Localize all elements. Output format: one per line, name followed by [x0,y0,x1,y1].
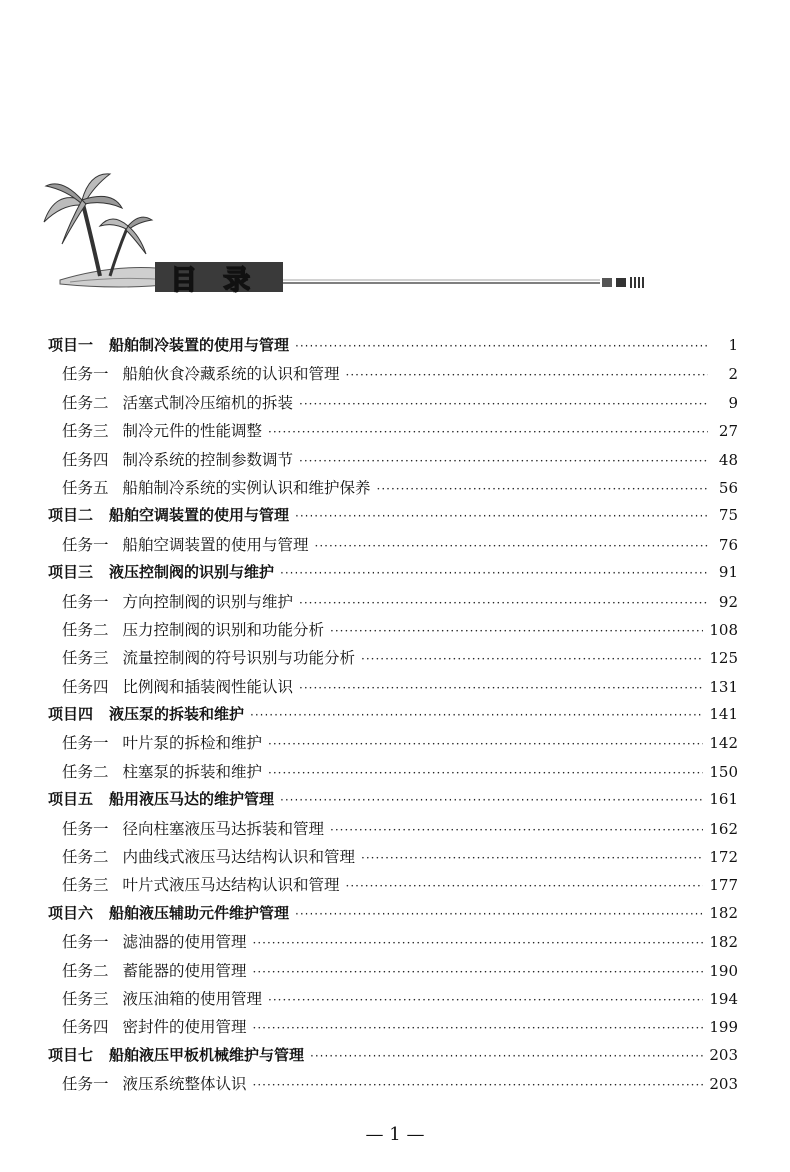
entry-number: 任务四 [62,450,109,469]
entry-title: 叶片泵的拆检和维护 [122,734,263,753]
dot-leader [253,965,704,979]
dot-leader [315,539,708,553]
entry-page-number: 2 [728,365,738,384]
entry-number: 任务二 [62,848,109,867]
toc-task-entry[interactable] [48,987,738,1015]
entry-page-number: 182 [709,903,738,922]
entry-title: 压力控制阀的识别和功能分析 [122,620,325,639]
dot-leader [361,652,703,666]
entry-number: 任务四 [62,677,109,696]
page-title: 目录 [170,265,276,296]
entry-number: 任务一 [62,734,109,753]
toc-task-entry[interactable] [48,731,738,759]
dot-leader [268,737,703,751]
entry-number: 任务三 [62,876,109,895]
entry-page-number: 27 [718,422,738,441]
toc-task-entry[interactable] [48,817,738,845]
dot-leader [253,1021,704,1035]
entry-number: 任务二 [62,620,109,639]
dot-leader [250,708,703,722]
entry-page-number: 76 [718,535,738,554]
entry-number: 项目三 [48,563,94,582]
dot-leader [310,1049,703,1063]
entry-page-number: 203 [709,1045,738,1064]
entry-page-number: 142 [709,734,738,753]
entry-page-number: 75 [718,506,738,525]
entry-title: 船舶空调装置的使用与管理 [122,535,309,554]
entry-number: 项目二 [48,506,94,525]
toc-task-entry[interactable] [48,1015,738,1043]
entry-number: 任务一 [62,535,109,554]
entry-page-number: 56 [718,478,738,497]
dot-leader [268,993,703,1007]
entry-number: 项目五 [48,790,94,809]
dot-leader [299,596,708,610]
entry-title: 液压系统整体认识 [122,1075,247,1094]
entry-number: 任务一 [62,819,109,838]
toc-task-entry[interactable] [48,362,738,390]
entry-title: 船用液压马达的维护管理 [109,790,275,809]
entry-title: 流量控制阀的符号识别与功能分析 [122,649,356,668]
entry-number: 任务四 [62,1018,109,1037]
entry-title: 方向控制阀的识别与维护 [122,592,294,611]
entry-page-number: 91 [718,563,738,582]
dot-leader [268,766,703,780]
dot-leader [253,936,704,950]
toc-task-entry[interactable] [48,448,738,476]
entry-number: 项目六 [48,903,94,922]
toc-project-entry[interactable] [48,902,738,930]
dot-leader [361,851,703,865]
toc-task-entry[interactable] [48,873,738,901]
entry-page-number: 131 [709,677,738,696]
toc-task-entry[interactable] [48,959,738,987]
toc-task-entry[interactable] [48,1072,738,1100]
toc-task-entry[interactable] [48,533,738,561]
entry-number: 任务二 [62,762,109,781]
palm-island-icon [0,0,790,330]
entry-page-number: 48 [718,450,738,469]
entry-page-number: 203 [709,1075,738,1094]
entry-page-number: 199 [709,1018,738,1037]
toc-project-entry[interactable] [48,334,738,362]
entry-page-number: 182 [709,933,738,952]
entry-page-number: 9 [728,393,738,412]
toc-task-entry[interactable] [48,845,738,873]
entry-title: 制冷元件的性能调整 [122,422,263,441]
entry-title: 内曲线式液压马达结构认识和管理 [122,848,356,867]
toc-project-entry[interactable] [48,703,738,731]
entry-number: 任务五 [62,478,109,497]
dot-leader [280,566,708,580]
entry-page-number: 92 [718,592,738,611]
toc-task-entry[interactable] [48,419,738,447]
entry-title: 船舶制冷装置的使用与管理 [109,336,290,354]
dot-leader [299,681,703,695]
entry-title: 滤油器的使用管理 [122,933,247,952]
page-number: — 1 — [365,1124,425,1145]
entry-title: 船舶制冷系统的实例认识和维护保养 [122,478,371,497]
toc-task-entry[interactable] [48,675,738,703]
entry-page-number: 177 [709,876,738,895]
toc-task-entry[interactable] [48,618,738,646]
dot-leader [295,907,703,921]
dot-leader [253,1078,704,1092]
entry-title: 蓄能器的使用管理 [122,961,247,980]
toc-project-entry[interactable] [48,788,738,816]
dot-leader [330,823,703,837]
toc-task-entry[interactable] [48,590,738,618]
entry-number: 项目四 [48,705,94,724]
toc-task-entry[interactable] [48,476,738,504]
toc-project-entry[interactable] [48,1044,738,1072]
entry-title: 比例阀和插装阀性能认识 [122,677,294,696]
dot-leader [346,879,704,893]
toc-project-entry[interactable] [48,504,738,532]
entry-page-number: 194 [709,989,738,1008]
entry-title: 液压油箱的使用管理 [122,989,263,1008]
entry-page-number: 190 [709,961,738,980]
dot-leader [295,509,708,523]
entry-number: 任务二 [62,961,109,980]
dot-leader [268,425,708,439]
entry-page-number: 172 [709,848,738,867]
entry-page-number: 1 [728,336,738,354]
entry-number: 任务二 [62,393,109,412]
entry-title: 船舶液压辅助元件维护管理 [109,903,290,922]
entry-number: 任务三 [62,422,109,441]
toc-task-entry[interactable] [48,646,738,674]
toc-task-entry[interactable] [48,930,738,958]
entry-page-number: 161 [709,790,738,809]
entry-title: 船舶伙食冷藏系统的认识和管理 [122,365,340,384]
entry-number: 项目七 [48,1045,94,1064]
entry-title: 船舶液压甲板机械维护与管理 [109,1045,305,1064]
dot-leader [280,793,703,807]
entry-title: 液压控制阀的识别与维护 [109,563,275,582]
entry-title: 密封件的使用管理 [122,1018,247,1037]
toc-project-entry[interactable] [48,561,738,589]
header-decoration [0,0,790,330]
table-of-contents [48,334,738,1101]
entry-number: 任务一 [62,933,109,952]
entry-title: 船舶空调装置的使用与管理 [109,506,290,525]
dot-leader [377,482,708,496]
toc-task-entry[interactable] [48,760,738,788]
entry-page-number: 141 [709,705,738,724]
dot-leader [346,368,708,382]
entry-page-number: 125 [709,649,738,668]
toc-task-entry[interactable] [48,391,738,419]
dot-leader [295,339,708,353]
entry-number: 任务一 [62,365,109,384]
entry-title: 叶片式液压马达结构认识和管理 [122,876,340,895]
entry-page-number: 162 [709,819,738,838]
entry-number: 任务一 [62,592,109,611]
entry-page-number: 108 [709,620,738,639]
entry-title: 活塞式制冷压缩机的拆装 [122,393,294,412]
entry-title: 柱塞泵的拆装和维护 [122,762,263,781]
dot-leader [299,397,708,411]
entry-title: 制冷系统的控制参数调节 [122,450,294,469]
entry-number: 任务三 [62,649,109,668]
dot-leader [299,454,708,468]
dot-leader [330,624,703,638]
entry-number: 项目一 [48,336,94,354]
entry-title: 径向柱塞液压马达拆装和管理 [122,819,325,838]
entry-number: 任务一 [62,1075,109,1094]
entry-page-number: 150 [709,762,738,781]
entry-title: 液压泵的拆装和维护 [109,705,245,724]
entry-number: 任务三 [62,989,109,1008]
